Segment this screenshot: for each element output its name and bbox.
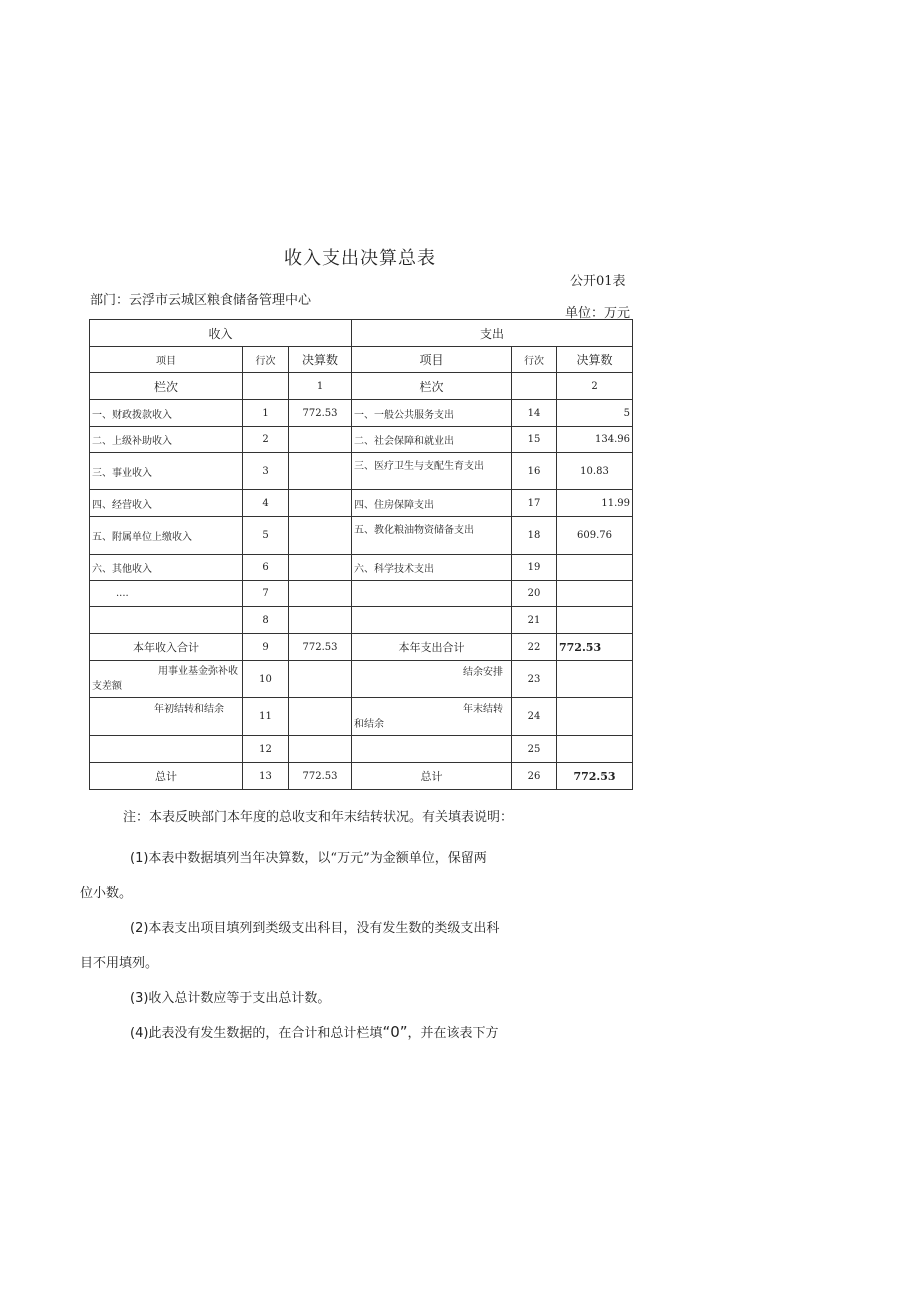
income-header: 收入: [90, 320, 352, 347]
income-amount: [289, 490, 352, 517]
expense-amount: [557, 736, 633, 763]
note-2-text: 本表支出项目填列到类级支出科目，没有发生数的类级支出科: [148, 921, 500, 936]
income-row-no: 3: [243, 453, 289, 490]
note-4: [130, 1022, 499, 1041]
income-item: [90, 661, 243, 698]
note-3-text: 收入总计数应等于支出总计数。: [148, 991, 331, 1006]
income-row-no: 11: [243, 698, 289, 736]
note-1-line2: 位小数。: [80, 886, 133, 901]
expense-item: [352, 736, 512, 763]
expense-item: [352, 581, 512, 607]
expense-row-no: 20: [512, 581, 557, 607]
table-row: [90, 517, 633, 555]
expense-item-line1: 年末结转: [463, 704, 503, 715]
expense-amount: [557, 581, 633, 607]
note-4-marker: (4): [130, 1026, 149, 1041]
income-amount-header: 决算数: [289, 347, 352, 373]
income-row-no: 6: [243, 555, 289, 581]
income-subtotal-amount: 772.53: [289, 634, 352, 661]
income-column-index: 1: [289, 373, 352, 400]
expense-item: 一、一般公共服务支出: [352, 400, 512, 427]
page-title: 收入支出决算总表: [284, 248, 436, 269]
expense-item: [352, 607, 512, 634]
expense-total-amount: 772.53: [557, 763, 633, 790]
expense-row-no: 23: [512, 661, 557, 698]
income-item: 二、上级补助收入: [90, 427, 243, 453]
expense-row-no: 24: [512, 698, 557, 736]
expense-row-no: 26: [512, 763, 557, 790]
income-item: 一、财政拨款收入: [90, 400, 243, 427]
note-4-text-end: ，并在该表下方: [407, 1026, 499, 1041]
note-4-zero: “0”: [382, 1023, 408, 1041]
income-row-no-header: 行次: [243, 347, 289, 373]
table-row: [90, 490, 633, 517]
total-row: [90, 763, 633, 790]
expense-item: [352, 661, 512, 698]
income-amount: [289, 427, 352, 453]
column-index-row: [90, 373, 633, 400]
unit-label: 单位：万元: [565, 306, 631, 321]
income-row-no: 2: [243, 427, 289, 453]
expense-subtotal-amount: 772.53: [557, 634, 633, 661]
income-item-line2: 支差额: [92, 681, 122, 692]
income-item: [90, 607, 243, 634]
income-amount: [289, 517, 352, 555]
income-amount: [289, 453, 352, 490]
income-item-header: 项目: [90, 347, 243, 373]
expense-amount: 609.76: [557, 517, 633, 555]
empty-cell: [243, 373, 289, 400]
expense-item: 三、医疗卫生与支配生育支出: [352, 453, 512, 490]
expense-item-line1: 结余安排: [463, 667, 503, 678]
income-amount: [289, 555, 352, 581]
expense-row-no-header: 行次: [512, 347, 557, 373]
income-item: 四、经营收入: [90, 490, 243, 517]
expense-subtotal-label: 本年支出合计: [352, 634, 512, 661]
note-3: [130, 987, 330, 1006]
table-row: [90, 581, 633, 607]
expense-row-no: 17: [512, 490, 557, 517]
note-2-marker: (2): [130, 921, 149, 936]
table-row: [90, 555, 633, 581]
expense-row-no: 19: [512, 555, 557, 581]
expense-total-label: 总计: [352, 763, 512, 790]
income-amount: [289, 661, 352, 698]
expense-row-no: 15: [512, 427, 557, 453]
table-row: [90, 698, 633, 736]
expense-row-no: 25: [512, 736, 557, 763]
notes-intro: 注：本表反映部门本年度的总收支和年末结转状况。有关填表说明：: [123, 810, 514, 825]
expense-amount: 134.96: [557, 427, 633, 453]
income-item: [90, 736, 243, 763]
income-item: ....: [90, 581, 243, 607]
note-1-line1: [130, 847, 487, 866]
expense-item-header: 项目: [352, 347, 512, 373]
table-row: [90, 427, 633, 453]
expense-amount-header: 决算数: [557, 347, 633, 373]
income-item: 三、事业收入: [90, 453, 243, 490]
expense-item: 六、科学技术支出: [352, 555, 512, 581]
table-row: [90, 661, 633, 698]
income-row-no: 12: [243, 736, 289, 763]
table-row: [90, 607, 633, 634]
table-row: [90, 736, 633, 763]
form-number: 公开01表: [570, 274, 626, 289]
expense-amount: 5: [557, 400, 633, 427]
empty-cell: [512, 373, 557, 400]
expense-amount: [557, 555, 633, 581]
income-row-no: 9: [243, 634, 289, 661]
income-amount: [289, 698, 352, 736]
income-amount: [289, 581, 352, 607]
note-1-text: 本表中数据填列当年决算数，以“万元”为金额单位，保留两: [148, 851, 487, 866]
income-row-no: 1: [243, 400, 289, 427]
income-amount: [289, 607, 352, 634]
table-row: [90, 453, 633, 490]
table-header-row: [90, 320, 633, 347]
expense-column-index: 2: [557, 373, 633, 400]
expense-amount: [557, 607, 633, 634]
department-label: 部门：云浮市云城区粮食储备管理中心: [90, 293, 312, 308]
expense-item: 五、教化粮油物资储备支出: [352, 517, 512, 555]
income-row-no: 10: [243, 661, 289, 698]
income-item: 六、其他收入: [90, 555, 243, 581]
income-total-amount: 772.53: [289, 763, 352, 790]
income-total-label: 总计: [90, 763, 243, 790]
income-row-no: 13: [243, 763, 289, 790]
income-item-line1: 年初结转和结余: [154, 704, 224, 715]
expense-amount: [557, 661, 633, 698]
expense-row-no: 14: [512, 400, 557, 427]
expense-amount: [557, 698, 633, 736]
expense-header: 支出: [352, 320, 633, 347]
table-row: [90, 400, 633, 427]
expense-row-no: 16: [512, 453, 557, 490]
column-header-row: [90, 347, 633, 373]
income-column-label: 栏次: [90, 373, 243, 400]
note-2-line1: [130, 917, 499, 936]
expense-row-no: 21: [512, 607, 557, 634]
income-subtotal-label: 本年收入合计: [90, 634, 243, 661]
expense-row-no: 18: [512, 517, 557, 555]
income-row-no: 8: [243, 607, 289, 634]
budget-summary-table: [89, 319, 633, 790]
note-4-text: 此表没有发生数据的，在合计和总计栏填: [148, 1026, 383, 1041]
expense-item: 四、住房保障支出: [352, 490, 512, 517]
income-item: 五、附属单位上缴收入: [90, 517, 243, 555]
income-item-line1: 用事业基金弥补收: [158, 666, 238, 677]
expense-item-line2: 和结余: [354, 719, 384, 730]
note-3-marker: (3): [130, 991, 149, 1006]
expense-amount: 10.83: [557, 453, 633, 490]
income-row-no: 4: [243, 490, 289, 517]
note-2-line2: 目不用填列。: [80, 956, 159, 971]
income-item: [90, 698, 243, 736]
income-row-no: 5: [243, 517, 289, 555]
expense-amount: 11.99: [557, 490, 633, 517]
income-row-no: 7: [243, 581, 289, 607]
income-amount: 772.53: [289, 400, 352, 427]
expense-column-label: 栏次: [352, 373, 512, 400]
expense-item: [352, 698, 512, 736]
expense-row-no: 22: [512, 634, 557, 661]
note-1-marker: (1): [130, 851, 149, 866]
subtotal-row: [90, 634, 633, 661]
expense-item: 二、社会保障和就业出: [352, 427, 512, 453]
income-amount: [289, 736, 352, 763]
